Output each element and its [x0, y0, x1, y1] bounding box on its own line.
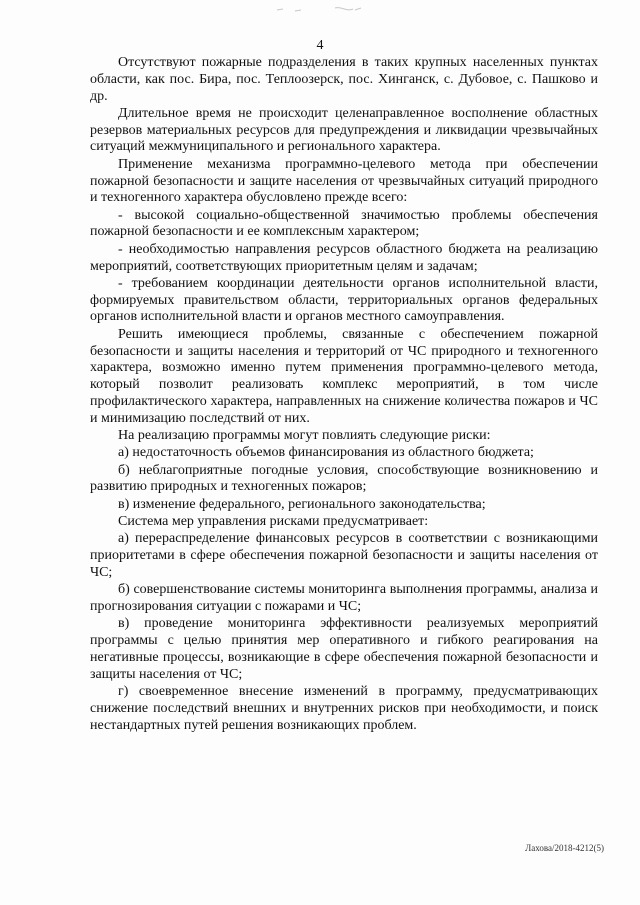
- paragraph: Отсутствуют пожарные подразделения в таких крупных населенных пунктах области, как пос. Бира, пос. Теплоозерск, пос. Хинганск, с. Дубовое, с. Пашково и др.: [90, 55, 598, 104]
- document-body: [90, 55, 598, 735]
- list-item: б) совершенствование системы мониторинга выполнения программы, анализа и прогнозирования ситуации с пожарами и ЧС;: [90, 582, 598, 614]
- list-item: - высокой социально-общественной значимостью проблемы обеспечения пожарной безопасности и ее комплексным характером;: [90, 207, 598, 240]
- list-item: в) изменение федерального, регионального законодательства;: [118, 496, 486, 512]
- paragraph: На реализацию программы могут повлиять следующие риски:: [118, 428, 491, 444]
- paragraph: Длительное время не происходит целенаправленное восполнение областных резервов материальных ресурсов для предупреждения и ликвидации чрезвычайных ситуаций межмуниципального и регионального характера.: [90, 105, 598, 155]
- paragraph: Система мер управления рисками предусматривает:: [118, 514, 429, 530]
- list-item: б) неблагоприятные погодные условия, способствующие возникновению и развитию природных и техногенных пожаров;: [90, 462, 598, 495]
- document-code: Лахова/2018-4212(5): [525, 843, 604, 853]
- paragraph: Решить имеющиеся проблемы, связанные с обеспечением пожарной безопасности и защиты населения и территорий от ЧС природного и техногенного характера, возможно именно путем применения программно-целевого метода, который позволит реализовать комплекс мероприятий, в том числе профилактического характера, направленных на снижение количества пожаров и ЧС и минимизацию последствий от них.: [90, 326, 598, 426]
- page-number: 4: [316, 38, 324, 53]
- list-item: а) недостаточность объемов финансирования из областного бюджета;: [118, 445, 534, 461]
- list-item: г) своевременное внесение изменений в программу, предусматривающих снижение последствий внешних и внутренних рисков при необходимости, и поиск нестандартных путей решения возникающих проблем.: [90, 683, 598, 733]
- list-item: в) проведение мониторинга эффективности реализуемых мероприятий программы с целью принятия мер оперативного и гибкого реагирования на негативные процессы, возникающие в сфере обеспечения пожарной безопасности и защиты населения от ЧС;: [90, 616, 598, 682]
- list-item: - необходимостью направления ресурсов областного бюджета на реализацию мероприятий, соответствующих приоритетным целям и задачам;: [90, 241, 598, 274]
- scan-artifact: [275, 4, 365, 14]
- list-item: а) перераспределение финансовых ресурсов в соответствии с возникающими приоритетами в сфере обеспечения пожарной безопасности и защиты населения от ЧС;: [90, 531, 598, 580]
- paragraph: Применение механизма программно-целевого метода при обеспечении пожарной безопасности и защите населения от чрезвычайных ситуаций природного и техногенного характера обусловлено прежде всего:: [90, 156, 598, 206]
- list-item: - требованием координации деятельности органов исполнительной власти, формируемых правительством области, территориальных органов федеральных органов исполнительной власти и органов местного самоуправления.: [90, 275, 598, 325]
